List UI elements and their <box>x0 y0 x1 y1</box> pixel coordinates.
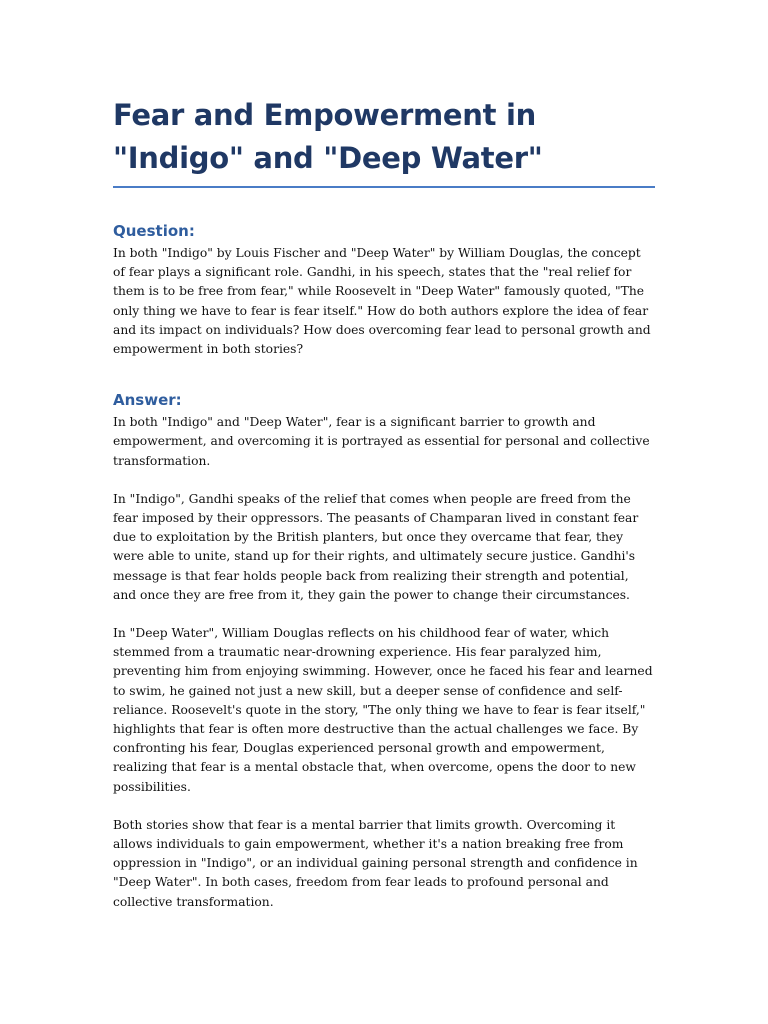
answer-paragraph-deep-water: In "Deep Water", William Douglas reflects on his childhood fear of water, which stemmed from a traumatic near-drowning experience. His fear paralyzed him, preventing him from enjoying swimming. However, once he faced his fear and learned to swim, he gained not just a new skill, but a deeper sense of confidence and self-reliance. Roosevelt's quote in the story, "The only thing we have to fear is fear itself," highlights that fear is often more destructive than the actual challenges we face. By confronting his fear, Douglas experienced personal growth and empowerment, realizing that fear is a mental obstacle that, when overcome, opens the door to new possibilities. <box>113 626 653 794</box>
answer-heading: Answer: <box>113 391 182 410</box>
document-title: Fear and Empowerment in "Indigo" and "Deep Water" <box>113 94 655 188</box>
question-heading: Question: <box>113 222 195 240</box>
answer-paragraph-conclusion: Both stories show that fear is a mental barrier that limits growth. Overcoming it allows individuals to gain empowerment, whether it's a nation breaking free from oppression in "Indigo", or an individual gaining personal strength and confidence in "Deep Water". In both cases, freedom from fear leads to profound personal and collective transformation. <box>113 817 638 909</box>
answer-paragraph-indigo: In "Indigo", Gandhi speaks of the relief that comes when people are freed from the fear imposed by their oppressors. The peasants of Champaran lived in constant fear due to exploitation by the British planters, but once they overcame that fear, they were able to unite, stand up for their rights, and ultimately secure justice. Gandhi's message is that fear holds people back from realizing their strength and potential, and once they are free from it, they gain the power to change their circumstances. <box>113 491 639 602</box>
answer-paragraph-intro: In both "Indigo" and "Deep Water", fear is a significant barrier to growth and empowerment, and overcoming it is portrayed as essential for personal and collective transformation. <box>113 415 650 468</box>
document-page <box>113 94 655 912</box>
question-text: In both "Indigo" by Louis Fischer and "Deep Water" by William Douglas, the concept of fear plays a significant role. Gandhi, in his speech, states that the "real relief for them is to be free from fear," while Roosevelt in "Deep Water" famously quoted, "The only thing we have to fear is fear itself." How do both authors explore the idea of fear and its impact on individuals? How does overcoming fear lead to personal growth and empowerment in both stories? <box>113 246 651 357</box>
